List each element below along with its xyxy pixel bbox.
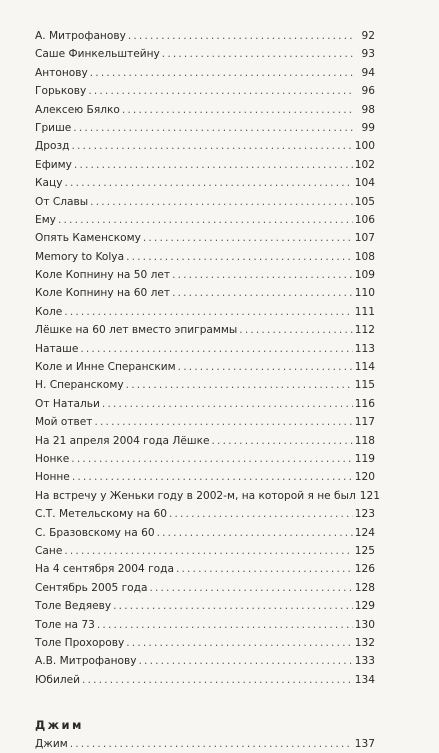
toc-entry[interactable] bbox=[35, 101, 375, 119]
entry-title: Ефиму bbox=[35, 158, 72, 171]
entry-title: Коле Копнину на 50 лет bbox=[35, 269, 171, 282]
entry-page-number: 105 bbox=[354, 195, 375, 208]
toc-entry[interactable] bbox=[35, 542, 375, 560]
entry-page-number: 96 bbox=[361, 85, 375, 98]
toc-entry[interactable] bbox=[35, 45, 375, 63]
dot-leader bbox=[72, 468, 353, 486]
entry-page-number: 120 bbox=[354, 471, 375, 484]
toc-entry[interactable] bbox=[35, 193, 375, 211]
entry-page-number: 137 bbox=[354, 738, 375, 751]
entry-page-number: 93 bbox=[361, 48, 375, 61]
dot-leader bbox=[88, 82, 353, 100]
entry-page-number: 133 bbox=[354, 655, 375, 668]
dot-leader bbox=[71, 137, 352, 155]
entry-page-number: 114 bbox=[354, 361, 375, 374]
toc-entry[interactable] bbox=[35, 395, 375, 413]
entry-page-number: 112 bbox=[354, 324, 375, 337]
toc-entry[interactable] bbox=[35, 137, 375, 155]
toc-entry[interactable] bbox=[35, 174, 375, 192]
entry-page-number: 92 bbox=[361, 30, 375, 42]
entry-title: Толе Прохорову bbox=[35, 636, 125, 649]
entry-title: Кацу bbox=[35, 177, 63, 190]
dot-leader bbox=[143, 229, 353, 247]
dot-leader bbox=[64, 542, 352, 560]
toc-entry[interactable] bbox=[35, 321, 375, 339]
entry-title: На 4 сентября 2004 года bbox=[35, 563, 174, 576]
entry-page-number: 134 bbox=[354, 673, 375, 686]
toc-entry[interactable] bbox=[35, 616, 375, 634]
toc-entry[interactable] bbox=[35, 413, 375, 431]
entry-title: С. Бразовскому на 60 bbox=[35, 526, 155, 539]
entry-title: На встречу у Женьки году в 2002-м, на которой я не был bbox=[35, 489, 356, 502]
toc-entry[interactable] bbox=[35, 27, 375, 45]
entry-page-number: 130 bbox=[354, 618, 375, 631]
entry-title: От Натальи bbox=[35, 397, 100, 410]
entry-title: От Славы bbox=[35, 195, 89, 208]
section-entries bbox=[35, 735, 375, 753]
entry-title: Мой ответ bbox=[35, 416, 93, 429]
toc-entry[interactable] bbox=[35, 358, 375, 376]
entry-page-number: 108 bbox=[354, 250, 375, 263]
toc-entry[interactable] bbox=[35, 597, 375, 615]
dot-leader bbox=[70, 735, 353, 753]
entry-page-number: 117 bbox=[354, 416, 375, 429]
dot-leader bbox=[169, 505, 353, 523]
dot-leader bbox=[126, 634, 353, 652]
entry-page-number: 111 bbox=[354, 305, 375, 318]
dot-leader bbox=[172, 266, 353, 284]
dot-leader bbox=[126, 376, 353, 394]
entry-page-number: 129 bbox=[354, 600, 375, 613]
entry-page-number: 132 bbox=[354, 636, 375, 649]
toc-entry[interactable] bbox=[35, 211, 375, 229]
entry-title: Сане bbox=[35, 544, 63, 557]
toc-entry[interactable] bbox=[35, 340, 375, 358]
entry-title: Н. Сперанскому bbox=[35, 379, 124, 392]
entry-title: Антонову bbox=[35, 66, 88, 79]
entry-page-number: 106 bbox=[354, 213, 375, 226]
dot-leader bbox=[239, 321, 352, 339]
toc-entry[interactable] bbox=[35, 468, 375, 486]
entry-title: А.В. Митрофанову bbox=[35, 655, 137, 668]
entry-page-number: 119 bbox=[354, 452, 375, 465]
entry-title: Нонне bbox=[35, 471, 70, 484]
entry-title: Опять Каменскому bbox=[35, 232, 141, 245]
dot-leader bbox=[82, 671, 353, 689]
entry-page-number: 115 bbox=[354, 379, 375, 392]
dot-leader bbox=[126, 248, 353, 266]
entry-title: Толе на 73 bbox=[35, 618, 95, 631]
entry-page-number: 123 bbox=[354, 508, 375, 521]
dot-leader bbox=[157, 524, 353, 542]
entry-page-number: 113 bbox=[354, 342, 375, 355]
entry-page-number: 98 bbox=[361, 103, 375, 116]
toc-entry[interactable] bbox=[35, 735, 375, 753]
dot-leader bbox=[73, 119, 353, 137]
toc-entry[interactable] bbox=[35, 119, 375, 137]
toc-entry[interactable] bbox=[35, 156, 375, 174]
entry-title: На 21 апреля 2004 года Лёшке bbox=[35, 434, 210, 447]
toc-entry[interactable] bbox=[35, 284, 375, 302]
entry-title: А. Митрофанову bbox=[35, 30, 126, 42]
toc-entry[interactable] bbox=[35, 376, 375, 394]
toc-entry[interactable] bbox=[35, 266, 375, 284]
entry-page-number: 124 bbox=[354, 526, 375, 539]
section-heading: Джим bbox=[35, 718, 84, 733]
entry-title: Толе Ведяеву bbox=[35, 600, 112, 613]
toc-entry[interactable] bbox=[35, 64, 375, 82]
toc-entry[interactable] bbox=[35, 303, 375, 321]
entry-page-number: 125 bbox=[354, 544, 375, 557]
dot-leader bbox=[74, 156, 353, 174]
entry-title: Джим bbox=[35, 738, 68, 751]
dot-leader bbox=[178, 358, 353, 376]
entry-title: Сентябрь 2005 года bbox=[35, 581, 148, 594]
toc-entry[interactable] bbox=[35, 524, 375, 542]
entry-page-number: 118 bbox=[354, 434, 375, 447]
dot-leader bbox=[65, 174, 353, 192]
dot-leader bbox=[212, 432, 353, 450]
dot-leader bbox=[176, 560, 353, 578]
toc-entry[interactable] bbox=[35, 579, 375, 597]
toc-entry[interactable] bbox=[35, 229, 375, 247]
dot-leader bbox=[122, 101, 353, 119]
entry-title: С.Т. Метельскому на 60 bbox=[35, 508, 167, 521]
toc-entry[interactable] bbox=[35, 634, 375, 652]
entry-page-number: 126 bbox=[354, 563, 375, 576]
entry-title: Наташе bbox=[35, 342, 79, 355]
entry-title: Коле и Инне Сперанским bbox=[35, 361, 176, 374]
dot-leader bbox=[139, 652, 353, 670]
dot-leader bbox=[128, 27, 353, 45]
entry-title: Нонке bbox=[35, 452, 70, 465]
entry-title: Memory to Kolya bbox=[35, 250, 125, 263]
dot-leader bbox=[90, 64, 353, 82]
entry-page-number: 128 bbox=[354, 581, 375, 594]
entry-title: Грише bbox=[35, 121, 72, 134]
dot-leader bbox=[80, 340, 352, 358]
dot-leader bbox=[94, 413, 352, 431]
entry-page-number: 116 bbox=[354, 397, 375, 410]
toc-entry[interactable] bbox=[35, 560, 375, 578]
entry-title: Коле bbox=[35, 305, 63, 318]
entry-title: Коле Копнину на 60 лет bbox=[35, 287, 171, 300]
entry-page-number: 104 bbox=[354, 177, 375, 190]
dot-leader bbox=[102, 395, 353, 413]
toc-entry[interactable] bbox=[35, 652, 375, 670]
entry-title: Ему bbox=[35, 213, 56, 226]
entry-page-number: 109 bbox=[354, 269, 375, 282]
entry-title: Лёшке на 60 лет вместо эпиграммы bbox=[35, 324, 238, 337]
toc-entry[interactable] bbox=[35, 671, 375, 689]
entry-page-number: 94 bbox=[361, 66, 375, 79]
entry-title: Дрозд bbox=[35, 140, 70, 153]
dot-leader bbox=[97, 616, 353, 634]
toc-entry[interactable] bbox=[35, 432, 375, 450]
dot-leader bbox=[162, 45, 353, 63]
dot-leader bbox=[58, 211, 353, 229]
entry-page-number: 110 bbox=[354, 287, 375, 300]
entry-page-number: 99 bbox=[361, 121, 375, 134]
dot-leader bbox=[90, 193, 353, 211]
entry-title: Юбилей bbox=[35, 673, 81, 686]
toc-section-dzhim bbox=[35, 715, 375, 753]
dot-leader bbox=[71, 450, 352, 468]
entry-page-number: 107 bbox=[354, 232, 375, 245]
dot-leader bbox=[172, 284, 353, 302]
entry-title: Горькову bbox=[35, 85, 87, 98]
toc-entry[interactable] bbox=[35, 450, 375, 468]
entry-page-number: 102 bbox=[354, 158, 375, 171]
entry-page-number: 100 bbox=[354, 140, 375, 153]
dot-leader bbox=[64, 303, 352, 321]
toc-entry[interactable] bbox=[35, 487, 380, 505]
table-of-contents bbox=[35, 27, 380, 689]
toc-entry[interactable] bbox=[35, 505, 375, 523]
dot-leader bbox=[113, 597, 353, 615]
entry-title: Алексею Бялко bbox=[35, 103, 120, 116]
entry-page-number: 121 bbox=[359, 489, 380, 502]
toc-entry[interactable] bbox=[35, 82, 375, 100]
dot-leader bbox=[149, 579, 352, 597]
toc-entry[interactable] bbox=[35, 248, 375, 266]
entry-title: Саше Финкельштейну bbox=[35, 48, 160, 61]
